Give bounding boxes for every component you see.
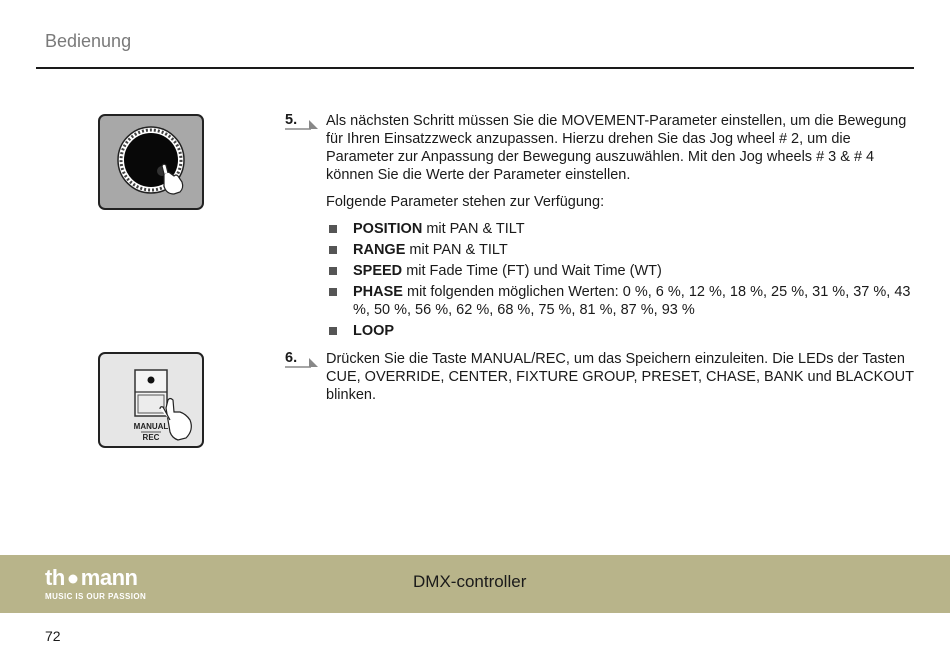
list-item	[326, 322, 915, 340]
thomann-logo	[45, 567, 146, 601]
list-item	[326, 220, 915, 238]
arrow-right-icon	[285, 116, 319, 132]
square-bullet-icon	[329, 225, 337, 233]
parameter-name: SPEED	[353, 263, 403, 279]
step-5	[285, 112, 915, 343]
jog-wheel-illustration	[98, 114, 204, 210]
square-bullet-icon	[329, 327, 337, 335]
footer-band	[0, 555, 950, 613]
step-6-number: 6.	[285, 350, 298, 366]
manual-rec-button-icon	[100, 354, 202, 446]
brand-tagline: MUSIC IS OUR PASSION	[45, 592, 147, 601]
rec-label-line2: REC	[142, 433, 160, 442]
parameters-intro: Folgende Parameter stehen zur Verfügung:	[326, 194, 605, 210]
parameter-description: mit folgenden möglichen Werten: 0 %, 6 %, 12 %, 18 %, 25 %, 31 %, 37 %, 43 %, 50 %, 56 %, 62 %, 68 %, 75 %, 81 %, 87 %, 93 %	[353, 284, 911, 318]
square-bullet-icon	[329, 288, 337, 296]
brand-dot-icon	[66, 571, 80, 585]
jog-wheel-icon	[100, 116, 202, 208]
arrow-right-icon	[285, 354, 319, 370]
section-title: Bedienung	[45, 31, 132, 51]
step-6-text: Drücken Sie die Taste MANUAL/REC, um das Speichern einzuleiten. Die LEDs der Tasten CUE, OVERRIDE, CENTER, FIXTURE GROUP, PRESET, CHASE, BANK und BLACKOUT blinken.	[326, 351, 914, 403]
parameter-name: POSITION	[353, 221, 423, 237]
page-number: 72	[45, 628, 61, 644]
parameter-description: mit PAN & TILT	[405, 242, 508, 258]
manual-rec-illustration	[98, 352, 204, 448]
list-item	[326, 283, 915, 319]
brand-name-right: mann	[80, 565, 138, 590]
square-bullet-icon	[329, 267, 337, 275]
rec-label-line1: MANUAL	[133, 422, 169, 431]
brand-name-left: th	[45, 565, 65, 590]
header-rule	[36, 67, 914, 69]
parameter-list	[326, 220, 915, 340]
parameter-name: LOOP	[353, 323, 395, 339]
parameter-name: RANGE	[353, 242, 406, 258]
parameter-name: PHASE	[353, 284, 403, 300]
square-bullet-icon	[329, 246, 337, 254]
step-6	[285, 350, 915, 404]
list-item	[326, 241, 915, 259]
list-item	[326, 262, 915, 280]
parameter-description: mit PAN & TILT	[422, 221, 525, 237]
step-5-number: 5.	[285, 112, 298, 128]
parameter-description: mit Fade Time (FT) und Wait Time (WT)	[402, 263, 662, 279]
step-5-text: Als nächsten Schritt müssen Sie die MOVEMENT-Parameter einstellen, um die Bewegung für Ihren Einsatzzweck anzupassen. Hierzu drehen Sie das Jog wheel # 2, um die Parameter zur Anpassung der Bewegung auszuwählen. Mit den Jog wheels # 3 & # 4 können Sie die Werte der Parameter einstellen.	[326, 113, 907, 183]
product-title: DMX-controller	[413, 572, 527, 591]
